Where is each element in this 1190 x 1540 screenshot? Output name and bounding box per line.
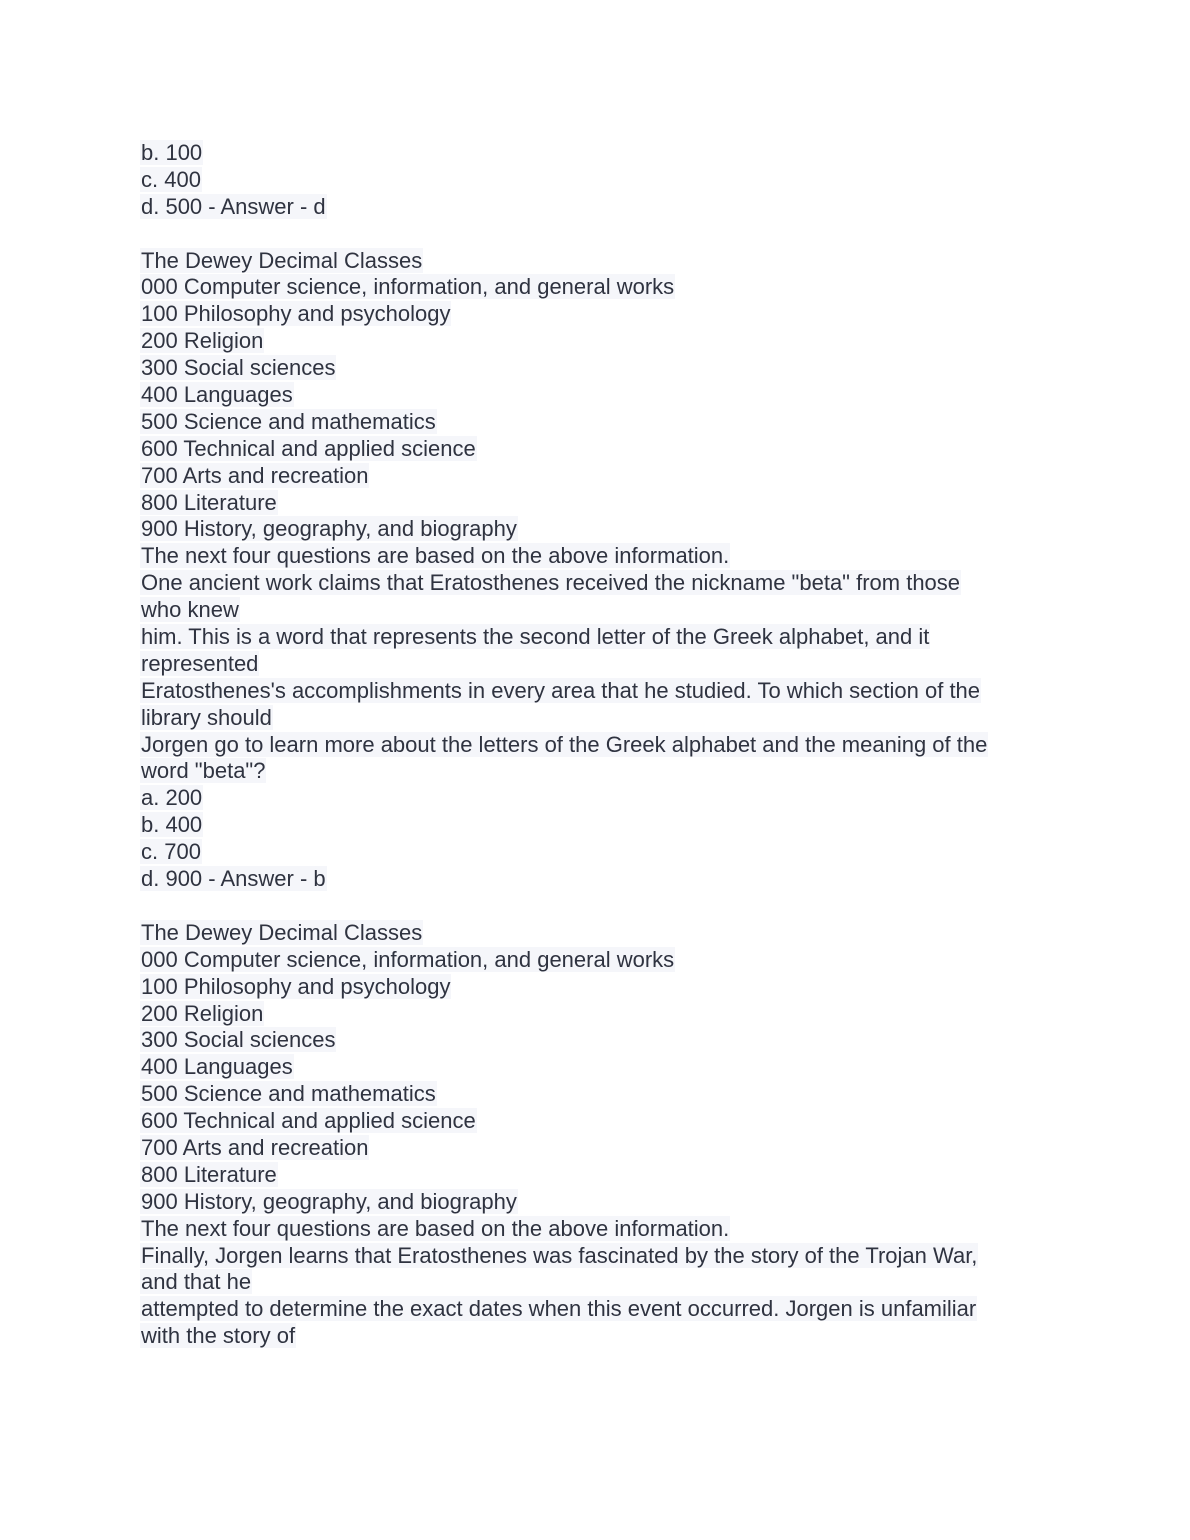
- text-line-content: attempted to determine the exact dates when this event occurred. Jorgen is unfamiliar: [141, 1296, 977, 1322]
- text-line-content: 200 Religion: [141, 328, 264, 354]
- text-line-content: represented: [141, 650, 259, 676]
- text-line: [140, 1296, 1050, 1323]
- text-line-content: d. 500 - Answer - d: [141, 193, 326, 219]
- question-block-beta: [140, 248, 1050, 893]
- text-line: [140, 812, 1050, 839]
- text-line: [140, 194, 1050, 221]
- text-line-content: 700 Arts and recreation: [141, 1134, 369, 1160]
- text-line-content: c. 700: [141, 839, 201, 865]
- text-line: [140, 543, 1050, 570]
- text-line: [140, 1001, 1050, 1028]
- text-line-content: d. 900 - Answer - b: [141, 866, 326, 892]
- text-line-content: 300 Social sciences: [141, 1027, 336, 1053]
- text-line-content: 500 Science and mathematics: [141, 408, 436, 434]
- text-line-content: b. 400: [141, 812, 203, 838]
- text-line: [140, 140, 1050, 167]
- text-line-content: Finally, Jorgen learns that Eratosthenes was fascinated by the story of the Trojan War,: [141, 1242, 978, 1268]
- text-line: [140, 490, 1050, 517]
- text-line: [140, 382, 1050, 409]
- text-line: [140, 1216, 1050, 1243]
- text-line: [140, 301, 1050, 328]
- text-line: [140, 1269, 1050, 1296]
- text-line-content: c. 400: [141, 166, 201, 192]
- text-line-content: 900 History, geography, and biography: [141, 516, 517, 542]
- text-line: [140, 409, 1050, 436]
- paragraph-gap: [140, 221, 1050, 248]
- text-line: [140, 436, 1050, 463]
- text-line: [140, 463, 1050, 490]
- text-line-content: 600 Technical and applied science: [141, 1108, 476, 1134]
- text-line: [140, 947, 1050, 974]
- text-line-content: 500 Science and mathematics: [141, 1081, 436, 1107]
- text-line-content: 400 Languages: [141, 382, 293, 408]
- paragraph-gap: [140, 893, 1050, 920]
- text-line: [140, 866, 1050, 893]
- text-line-content: The next four questions are based on the above information.: [141, 1215, 730, 1241]
- text-line-content: 200 Religion: [141, 1000, 264, 1026]
- text-line-content: 800 Literature: [141, 1161, 277, 1187]
- text-line-content: 000 Computer science, information, and general works: [141, 274, 675, 300]
- text-line-content: 400 Languages: [141, 1054, 293, 1080]
- text-line-content: who knew: [141, 597, 239, 623]
- text-line: [140, 705, 1050, 732]
- text-line: [140, 624, 1050, 651]
- text-line: [140, 1108, 1050, 1135]
- text-line: [140, 1081, 1050, 1108]
- text-line: [140, 1054, 1050, 1081]
- text-line: [140, 248, 1050, 275]
- text-line-content: 600 Technical and applied science: [141, 435, 476, 461]
- text-line-content: 300 Social sciences: [141, 355, 336, 381]
- text-line: [140, 1162, 1050, 1189]
- text-line: [140, 597, 1050, 624]
- text-line-content: 100 Philosophy and psychology: [141, 301, 451, 327]
- text-line: [140, 355, 1050, 382]
- text-line: [140, 516, 1050, 543]
- text-line: [140, 1135, 1050, 1162]
- text-line-content: with the story of: [141, 1323, 296, 1349]
- text-line: [140, 1027, 1050, 1054]
- text-line-content: library should: [141, 704, 272, 730]
- text-line-content: word "beta"?: [141, 758, 266, 784]
- text-line: [140, 1243, 1050, 1270]
- text-line-content: and that he: [141, 1269, 252, 1295]
- document-page: [140, 140, 1050, 1350]
- text-line: [140, 1323, 1050, 1350]
- text-line: [140, 974, 1050, 1001]
- text-line-content: Eratosthenes's accomplishments in every area that he studied. To which section of the: [141, 677, 981, 703]
- text-line-content: The Dewey Decimal Classes: [141, 247, 423, 273]
- text-line-content: The next four questions are based on the above information.: [141, 543, 730, 569]
- text-line-content: 900 History, geography, and biography: [141, 1188, 517, 1214]
- text-line: [140, 1189, 1050, 1216]
- text-line-content: One ancient work claims that Eratosthenes received the nickname "beta" from those: [141, 570, 961, 596]
- text-line: [140, 274, 1050, 301]
- text-line: [140, 570, 1050, 597]
- text-line-content: 100 Philosophy and psychology: [141, 973, 451, 999]
- text-line: [140, 167, 1050, 194]
- answer-options-block: [140, 140, 1050, 221]
- question-block-trojan-war: [140, 920, 1050, 1350]
- text-line-content: The Dewey Decimal Classes: [141, 919, 423, 945]
- text-line: [140, 920, 1050, 947]
- text-line-content: 700 Arts and recreation: [141, 462, 369, 488]
- text-line: [140, 839, 1050, 866]
- text-line-content: 000 Computer science, information, and general works: [141, 946, 675, 972]
- text-line-content: a. 200: [141, 785, 203, 811]
- text-line-content: him. This is a word that represents the second letter of the Greek alphabet, and it: [141, 624, 930, 650]
- text-line: [140, 328, 1050, 355]
- text-line: [140, 678, 1050, 705]
- text-line: [140, 651, 1050, 678]
- text-line-content: Jorgen go to learn more about the letters of the Greek alphabet and the meaning of the: [141, 731, 988, 757]
- text-line-content: b. 100: [141, 140, 203, 165]
- text-line: [140, 785, 1050, 812]
- text-line-content: 800 Literature: [141, 489, 277, 515]
- text-line: [140, 732, 1050, 759]
- text-line: [140, 758, 1050, 785]
